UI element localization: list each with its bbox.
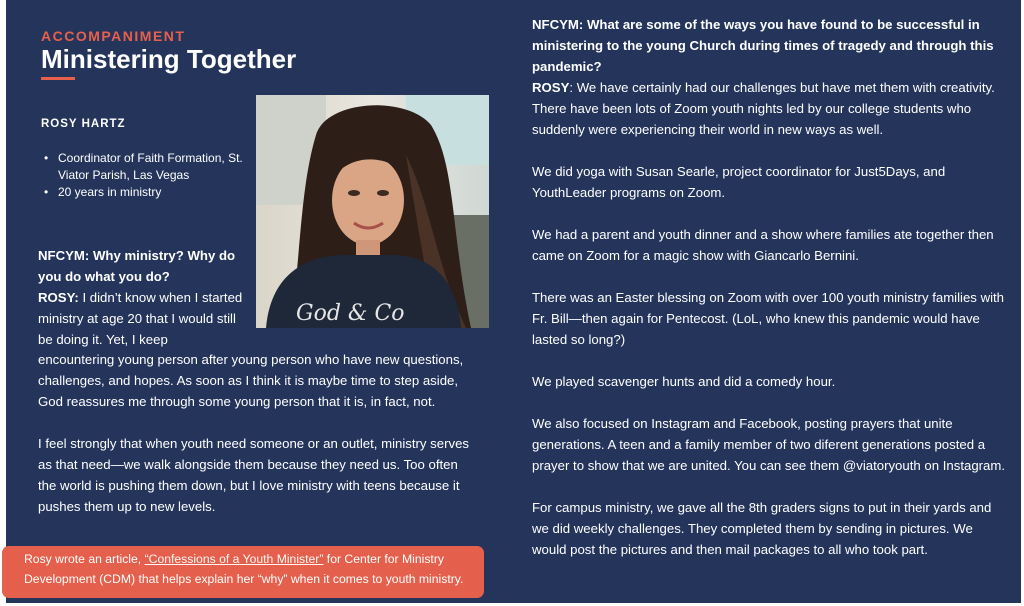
question-text: : Why ministry? Why do you do what you do? [38, 248, 236, 284]
profile-fact: • 20 years in ministry [41, 184, 261, 201]
page-panel [6, 0, 1021, 603]
title-underline [41, 77, 75, 80]
answer-text: I didn’t know when I started ministry at age 20 that I would still be doing it. Yet, I keep [38, 290, 243, 347]
answer-paragraph: We played scavenger hunts and did a comedy hour. [532, 374, 836, 389]
profile-name: ROSY HARTZ [41, 118, 126, 130]
interview-answer-1 [38, 349, 478, 538]
question-text: NFCYM: What are some of the ways you have found to be successful in ministering to the young Church during times of tragedy and through this pandemic? [532, 17, 994, 74]
profile-photo [256, 95, 489, 328]
interview-question-2 [532, 14, 1006, 581]
callout-text-start: Rosy wrote an article, [24, 552, 145, 566]
answer-label: ROSY [532, 80, 570, 95]
answer-label: ROSY: [38, 290, 79, 305]
page-title: Ministering Together [41, 44, 297, 74]
interview-question-1 [38, 245, 243, 350]
callout-text-end: for Center for Ministry Development (CDM) that helps explain her “why” when it comes to youth ministry. [24, 552, 464, 586]
profile-fact: • Coordinator of Faith Formation, St. Viator Parish, Las Vegas [41, 150, 261, 184]
answer-paragraph: For campus ministry, we gave all the 8th graders signs to put in their yards and we did weekly challenges. They completed them by sending in pictures. We would post the pictures and then mail packages to all who took part. [532, 500, 992, 557]
article-link[interactable]: “Confessions of a Youth Minister” [144, 552, 324, 566]
shirt-text: God & Co [296, 301, 405, 326]
answer-continued: encountering young person after young person who have new questions, challenges, and hopes. As soon as I think it is maybe time to step aside, God reassures me through some young person that it is, in fact, not. [38, 352, 464, 409]
answer-paragraph: We did yoga with Susan Searle, project coordinator for Just5Days, and YouthLeader programs on Zoom. [532, 164, 946, 200]
question-label: NFCYM [38, 248, 85, 263]
answer-intro: : We have certainly had our challenges but have met them with creativity. There have been lots of Zoom youth nights led by our college students who suddenly were experiencing their world in new ways as well. [532, 80, 995, 137]
article-callout [2, 546, 484, 598]
answer-paragraph: We had a parent and youth dinner and a show where families ate together then came on Zoom for a magic show with Giancarlo Bernini. [532, 227, 994, 263]
profile-facts [41, 150, 261, 201]
answer-paragraph: We also focused on Instagram and Facebook, posting prayers that unite generations. A teen and a family member of two diferent generations posted a prayer to show that we are united. You can see them @viatoryouth on Instagram. [532, 416, 1006, 473]
answer-paragraph: I feel strongly that when youth need someone or an outlet, ministry serves as that need—we walk alongside them because they need us. Too often the world is pushing them down, but I love ministry with teens because it pushes them up to new levels. [38, 436, 470, 514]
section-kicker: ACCOMPANIMENT [41, 28, 186, 44]
answer-paragraph: There was an Easter blessing on Zoom with over 100 youth ministry families with Fr. Bill—then again for Pentecost. (LoL, who knew this pandemic would have lasted so long?) [532, 290, 1005, 347]
